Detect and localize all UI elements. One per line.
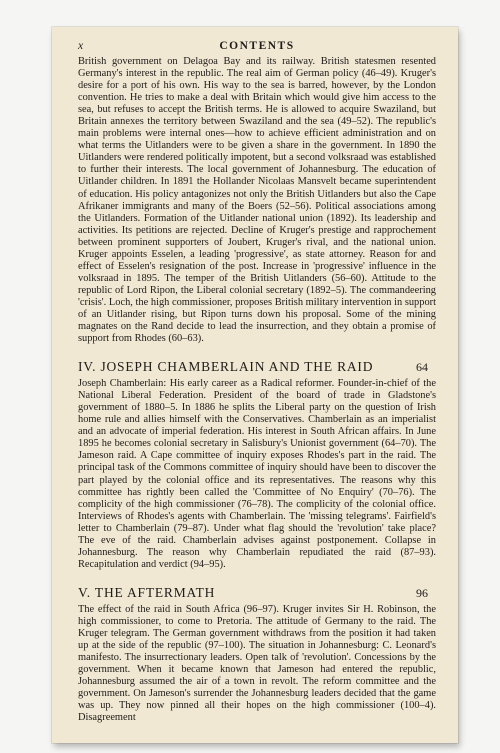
chapter-summary: The effect of the raid in South Africa (96–97). Kruger invites Sir H. Robinson, the high commissioner, to come to Pretoria. The attitude of Germany to the raid. The Kruger telegram. The German government withdraws from the position it had taken up at the side of the republic (97–100). The situation in Johannesburg: C. Leonard's manifesto. The insurrectionary leaders. Open talk of 'revolution'. Concessions by the government. When it became known that Jameson had entered the republic, Johannesburg assumed the air of a town in revolt. The reform committee and the government. On Jameson's surrender the Johannesburg leaders decided that the game was up. They now pinned all their hopes on the high commissioner (100–4). Disagreement bbox=[78, 603, 436, 724]
page-number: x bbox=[78, 40, 85, 52]
chapter-title: IV. JOSEPH CHAMBERLAIN AND THE RAID bbox=[78, 359, 374, 375]
page-header bbox=[78, 40, 436, 56]
chapter-heading-v bbox=[78, 585, 436, 601]
page-content bbox=[78, 40, 436, 724]
chapter-title: V. THE AFTERMATH bbox=[78, 584, 216, 600]
chapter-summary: Joseph Chamberlain: His early career as a Radical reformer. Founder-in-chief of the National Liberal Federation. President of the board of trade in Gladstone's government of 1880–5. In 1886 he splits the Liberal party on the question of Irish home rule and allies himself with the Conservatives. Chamberlain as an imperialist and an advocate of imperial federation. His interest in South African affairs. In June 1895 he becomes colonial secretary in Salisbury's Unionist government (64–70). The Jameson raid. A Cape committee of inquiry exposes Rhodes's part in the raid. The principal task of the Commons committee of inquiry should have been to discover the part played by the colonial office and its representatives. The reasons why this committee has rightly been called the 'Committee of No Enquiry' (70–76). The complicity of the high commissioner (76–78). The complicity of the colonial office. Interviews of Rhodes's agents with Chamberlain. The 'missing telegrams'. Fairfield's letter to Chamberlain (79–87). Under what flag should the 'revolution' take place? The eve of the raid. Chamberlain advises against postponement. Collapse in Johannesburg. The reason why Chamberlain repudiated the raid (87–93). Recapitulation and verdict (94–95). bbox=[78, 378, 436, 570]
chapter-heading-iv bbox=[78, 359, 436, 375]
running-title: CONTENTS bbox=[219, 40, 295, 52]
intro-paragraph: British government on Delagoa Bay and its railway. British statesmen resented Germany's interest in the republic. The real aim of German policy (46–49). Kruger's desire for a port of his own. His way to the sea is barred, however, by the London convention. He tries to make a deal with Britain which would give him access to the sea, but refuses to accept the British terms. He is allowed to acquire Swaziland, but Britain annexes the territory between Swaziland and the sea (49–52). The republic's main problems were internal ones—how to achieve efficient administration and on what terms the Uitlanders were to be given a share in the government. In 1890 the Uitlanders were rendered politically impotent, but a second volksraad was established to further their interests. The local government of Johannesburg. The education of Uitlander children. In 1891 the Hollander Nicolaas Mansvelt became superintendent of education. His policy antagonizes not only the British Uitlanders but also the Cape Afrikaner immigrants and many of the Boers (52–56). Political associations among the Uitlanders. Formation of the Uitlander national union (1892). Its leadership and activities. Its petitions are rejected. Decline of Kruger's prestige and rapprochement between prominent supporters of Joubert, Kruger's rival, and the national union. Kruger appoints Esselen, a leading 'progressive', as state attorney. Reason for and effect of Esselen's resignation of the post. Increase in 'progressive' influence in the volksraad in 1895. The temper of the British Uitlanders (56–60). Attitude to the republic of Lord Ripon, the Liberal colonial secretary (1892–5). The commandeering 'crisis'. Loch, the high commissioner, proposes British military intervention in support of an Uitlander rising, but Ripon turns down his proposal. Some of the mining magnates on the Rand decide to lead the insurrection, and they obtain a promise of support from Rhodes (60–63). bbox=[78, 56, 436, 345]
chapter-page-number: 64 bbox=[416, 360, 428, 375]
chapter-page-number: 96 bbox=[416, 585, 428, 600]
book-page bbox=[52, 27, 458, 743]
